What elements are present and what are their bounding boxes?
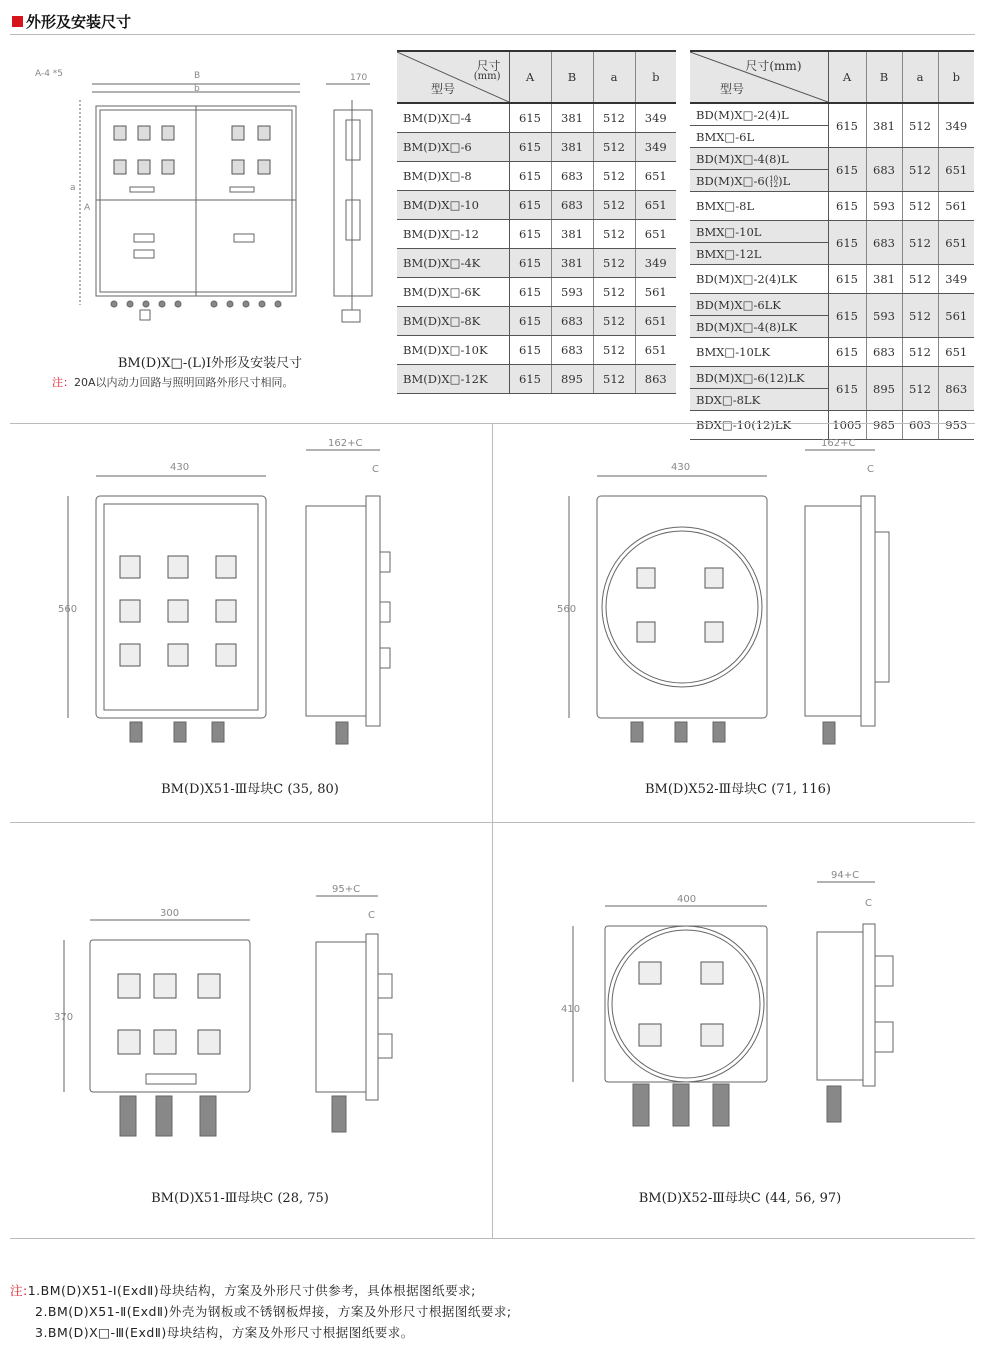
enclosure-drawing bbox=[50, 432, 450, 762]
drawing-x52-71-116 bbox=[545, 432, 945, 762]
col-header: a bbox=[593, 51, 635, 103]
enclosure-drawing bbox=[545, 862, 945, 1142]
note-prefix: 注： bbox=[52, 376, 74, 389]
footer-line: 1.BM(D)X51-Ⅰ(ExdⅡ)母块结构，方案及外形尺寸供参考，具体根据图纸要求; bbox=[27, 1283, 476, 1298]
value-cell: 512 bbox=[593, 365, 635, 394]
footer-note-1 bbox=[10, 1280, 970, 1301]
value-cell: 512 bbox=[902, 148, 938, 192]
model-cell: BM(D)X□-12K bbox=[397, 365, 509, 394]
value-cell: 615 bbox=[828, 367, 866, 411]
value-cell: 349 bbox=[635, 249, 676, 278]
col-header: B bbox=[866, 51, 902, 103]
model-cell: BM(D)X□-4K bbox=[397, 249, 509, 278]
value-cell: 651 bbox=[938, 221, 974, 265]
depth-label: 95+C bbox=[332, 884, 361, 895]
enclosure-drawing bbox=[50, 870, 450, 1150]
value-cell: 593 bbox=[866, 294, 902, 338]
value-cell: 651 bbox=[938, 338, 974, 367]
table-row bbox=[397, 103, 676, 133]
footer-notes bbox=[10, 1280, 970, 1343]
table-row bbox=[397, 336, 676, 365]
value-cell: 512 bbox=[902, 192, 938, 221]
value-cell: 615 bbox=[509, 220, 551, 249]
drawing-caption: BM(D)X51-Ⅲ母块C (28, 75) bbox=[151, 1191, 329, 1206]
value-cell: 561 bbox=[938, 294, 974, 338]
table-1-corner-cell bbox=[397, 51, 509, 103]
table-row bbox=[397, 220, 676, 249]
enclosure-drawing bbox=[545, 432, 945, 762]
value-cell: 349 bbox=[635, 103, 676, 133]
col-header: B bbox=[551, 51, 593, 103]
value-cell: 561 bbox=[938, 192, 974, 221]
c-label: C bbox=[867, 464, 874, 475]
table-row bbox=[690, 192, 974, 221]
table-row bbox=[397, 133, 676, 162]
value-cell: 615 bbox=[509, 162, 551, 191]
label-top-left: A-4 *5 bbox=[35, 69, 64, 79]
value-cell: 593 bbox=[551, 278, 593, 307]
model-cell: BM(D)X□-8K bbox=[397, 307, 509, 336]
value-cell: 349 bbox=[938, 103, 974, 148]
height-label: 560 bbox=[58, 604, 78, 615]
table-2-model-label: 型号 bbox=[720, 82, 745, 96]
width-label: 430 bbox=[170, 462, 190, 473]
model-cell: BMX□-8L bbox=[690, 192, 828, 221]
section-header bbox=[10, 8, 975, 35]
col-header: a bbox=[902, 51, 938, 103]
value-cell: 615 bbox=[509, 133, 551, 162]
c-label: C bbox=[372, 464, 379, 475]
model-cell: BD(M)X□-2(4)LK bbox=[690, 265, 828, 294]
value-cell: 651 bbox=[635, 220, 676, 249]
model-cell: BM(D)X□-8 bbox=[397, 162, 509, 191]
value-cell: 953 bbox=[938, 411, 974, 440]
dimension-table-1 bbox=[397, 50, 676, 394]
table-row bbox=[397, 249, 676, 278]
value-cell: 615 bbox=[828, 103, 866, 148]
model-cell: BDX□-8LK bbox=[690, 389, 828, 411]
drawing-x51-28-75 bbox=[50, 870, 450, 1150]
top-enclosure-drawing bbox=[30, 60, 390, 345]
value-cell: 683 bbox=[866, 338, 902, 367]
value-cell: 683 bbox=[551, 191, 593, 220]
value-cell: 615 bbox=[509, 307, 551, 336]
height-label: 560 bbox=[557, 604, 577, 615]
value-cell: 615 bbox=[828, 338, 866, 367]
value-cell: 512 bbox=[593, 133, 635, 162]
value-cell: 349 bbox=[635, 133, 676, 162]
label-b-upper: B bbox=[194, 71, 201, 81]
model-cell: BMX□-10L bbox=[690, 221, 828, 243]
model-cell: BM(D)X□-10 bbox=[397, 191, 509, 220]
footer-note-2: 2.BM(D)X51-Ⅱ(ExdⅡ)外壳为钢板或不锈钢板焊接，方案及外形尺寸根据图纸要求; bbox=[35, 1304, 512, 1319]
value-cell: 512 bbox=[902, 221, 938, 265]
top-drawing-caption: BM(D)X□-(L)Ⅰ外形及安装尺寸 bbox=[117, 356, 303, 371]
model-cell: BD(M)X□-4(8)L bbox=[690, 148, 828, 170]
value-cell: 615 bbox=[509, 249, 551, 278]
model-cell: BM(D)X□-10K bbox=[397, 336, 509, 365]
width-label: 400 bbox=[677, 894, 697, 905]
top-drawing-note bbox=[52, 374, 294, 390]
value-cell: 603 bbox=[902, 411, 938, 440]
value-cell: 1005 bbox=[828, 411, 866, 440]
table-1-header bbox=[397, 51, 676, 103]
depth-label: 94+C bbox=[831, 870, 860, 881]
value-cell: 512 bbox=[902, 103, 938, 148]
table-row bbox=[397, 365, 676, 394]
label-A-side: A bbox=[84, 203, 91, 213]
value-cell: 512 bbox=[593, 103, 635, 133]
model-cell: BD(M)X□-4(8)LK bbox=[690, 316, 828, 338]
model-suffix: )L bbox=[778, 173, 791, 188]
value-cell: 615 bbox=[828, 294, 866, 338]
footer-note-3: 3.BM(D)X□-Ⅲ(ExdⅡ)母块结构，方案及外形尺寸根据图纸要求。 bbox=[35, 1325, 414, 1340]
enclosure-front-side-drawing bbox=[30, 60, 390, 345]
table-2-size-label: 尺寸(mm) bbox=[745, 59, 802, 73]
value-cell: 512 bbox=[593, 278, 635, 307]
value-cell: 615 bbox=[828, 221, 866, 265]
value-cell: 615 bbox=[509, 191, 551, 220]
height-label: 410 bbox=[561, 1004, 581, 1015]
drawing-x51-35-80 bbox=[50, 432, 450, 762]
divider bbox=[10, 822, 975, 823]
model-prefix: BD(M)X□-6( bbox=[696, 173, 770, 188]
c-label: C bbox=[368, 910, 375, 921]
value-cell: 381 bbox=[551, 220, 593, 249]
value-cell: 512 bbox=[593, 307, 635, 336]
value-cell: 615 bbox=[828, 265, 866, 294]
value-cell: 512 bbox=[902, 265, 938, 294]
value-cell: 651 bbox=[938, 148, 974, 192]
drawing-caption: BM(D)X52-Ⅲ母块C (71, 116) bbox=[645, 782, 831, 797]
label-b-lower: b bbox=[194, 84, 200, 94]
value-cell: 381 bbox=[551, 249, 593, 278]
value-cell: 615 bbox=[509, 278, 551, 307]
value-cell: 683 bbox=[866, 221, 902, 265]
table-row bbox=[397, 307, 676, 336]
value-cell: 381 bbox=[866, 265, 902, 294]
height-label: 370 bbox=[54, 1012, 74, 1023]
value-cell: 512 bbox=[593, 336, 635, 365]
table-row bbox=[397, 162, 676, 191]
note-text: 20A以内动力回路与照明回路外形尺寸相同。 bbox=[74, 376, 294, 389]
value-cell: 512 bbox=[902, 367, 938, 411]
value-cell: 615 bbox=[509, 103, 551, 133]
table-row bbox=[690, 221, 974, 243]
table-row bbox=[397, 191, 676, 220]
red-square-icon bbox=[12, 16, 23, 27]
value-cell: 895 bbox=[866, 367, 902, 411]
table-1-size-label: 尺寸 bbox=[476, 59, 501, 73]
width-label: 430 bbox=[671, 462, 691, 473]
depth-label: 162+C bbox=[821, 438, 856, 449]
drawing-x52-44-56-97 bbox=[545, 862, 945, 1142]
model-cell: BM(D)X□-12 bbox=[397, 220, 509, 249]
value-cell: 512 bbox=[593, 220, 635, 249]
value-cell: 593 bbox=[866, 192, 902, 221]
model-cell: BM(D)X□-4 bbox=[397, 103, 509, 133]
value-cell: 683 bbox=[551, 307, 593, 336]
fraction bbox=[769, 176, 778, 188]
value-cell: 381 bbox=[551, 103, 593, 133]
value-cell: 512 bbox=[593, 191, 635, 220]
fraction-bottom: 12 bbox=[769, 180, 779, 189]
model-cell: BD(M)X□-6(12)LK bbox=[690, 367, 828, 389]
model-cell: BM(D)X□-6 bbox=[397, 133, 509, 162]
col-header: b bbox=[635, 51, 676, 103]
table-row bbox=[397, 278, 676, 307]
model-cell: BD(M)X□-2(4)L bbox=[690, 103, 828, 126]
value-cell: 615 bbox=[828, 148, 866, 192]
label-depth: 170 bbox=[350, 73, 368, 83]
value-cell: 863 bbox=[635, 365, 676, 394]
table-2-header bbox=[690, 51, 974, 103]
value-cell: 895 bbox=[551, 365, 593, 394]
value-cell: 561 bbox=[635, 278, 676, 307]
drawing-caption: BM(D)X51-Ⅲ母块C (35, 80) bbox=[161, 782, 339, 797]
col-header: A bbox=[509, 51, 551, 103]
value-cell: 683 bbox=[551, 336, 593, 365]
table-2-corner-cell bbox=[690, 51, 828, 103]
divider bbox=[492, 423, 493, 1238]
table-row bbox=[690, 148, 974, 170]
table-row bbox=[690, 338, 974, 367]
section-title: 外形及安装尺寸 bbox=[26, 13, 132, 31]
value-cell: 651 bbox=[635, 307, 676, 336]
model-cell bbox=[690, 170, 828, 192]
table-row bbox=[690, 103, 974, 126]
value-cell: 512 bbox=[593, 249, 635, 278]
value-cell: 615 bbox=[509, 336, 551, 365]
label-a-side: a bbox=[70, 183, 76, 193]
drawing-caption: BM(D)X52-Ⅲ母块C (44, 56, 97) bbox=[638, 1191, 842, 1206]
table-1-unit-label: (mm) bbox=[473, 71, 501, 82]
value-cell: 381 bbox=[551, 133, 593, 162]
col-header: b bbox=[938, 51, 974, 103]
fraction-top: 10 bbox=[769, 174, 779, 183]
width-label: 300 bbox=[160, 908, 180, 919]
model-cell: BMX□-12L bbox=[690, 243, 828, 265]
divider bbox=[10, 1238, 975, 1239]
value-cell: 512 bbox=[902, 294, 938, 338]
c-label: C bbox=[865, 898, 872, 909]
table-1-model-label: 型号 bbox=[431, 82, 456, 96]
model-cell: BMX□-10LK bbox=[690, 338, 828, 367]
table-row bbox=[690, 367, 974, 389]
value-cell: 863 bbox=[938, 367, 974, 411]
value-cell: 651 bbox=[635, 162, 676, 191]
dimension-table-2 bbox=[690, 50, 974, 440]
value-cell: 349 bbox=[938, 265, 974, 294]
value-cell: 615 bbox=[828, 192, 866, 221]
value-cell: 512 bbox=[902, 338, 938, 367]
value-cell: 615 bbox=[509, 365, 551, 394]
table-row bbox=[690, 294, 974, 316]
value-cell: 512 bbox=[593, 162, 635, 191]
value-cell: 683 bbox=[866, 148, 902, 192]
col-header: A bbox=[828, 51, 866, 103]
value-cell: 683 bbox=[551, 162, 593, 191]
value-cell: 381 bbox=[866, 103, 902, 148]
model-cell: BD(M)X□-6LK bbox=[690, 294, 828, 316]
model-cell: BMX□-6L bbox=[690, 126, 828, 148]
depth-label: 162+C bbox=[328, 438, 363, 449]
model-cell: BM(D)X□-6K bbox=[397, 278, 509, 307]
value-cell: 651 bbox=[635, 191, 676, 220]
value-cell: 651 bbox=[635, 336, 676, 365]
table-row bbox=[690, 265, 974, 294]
footer-prefix: 注: bbox=[10, 1283, 28, 1298]
value-cell: 985 bbox=[866, 411, 902, 440]
model-cell: BDX□-10(12)LK bbox=[690, 411, 828, 440]
